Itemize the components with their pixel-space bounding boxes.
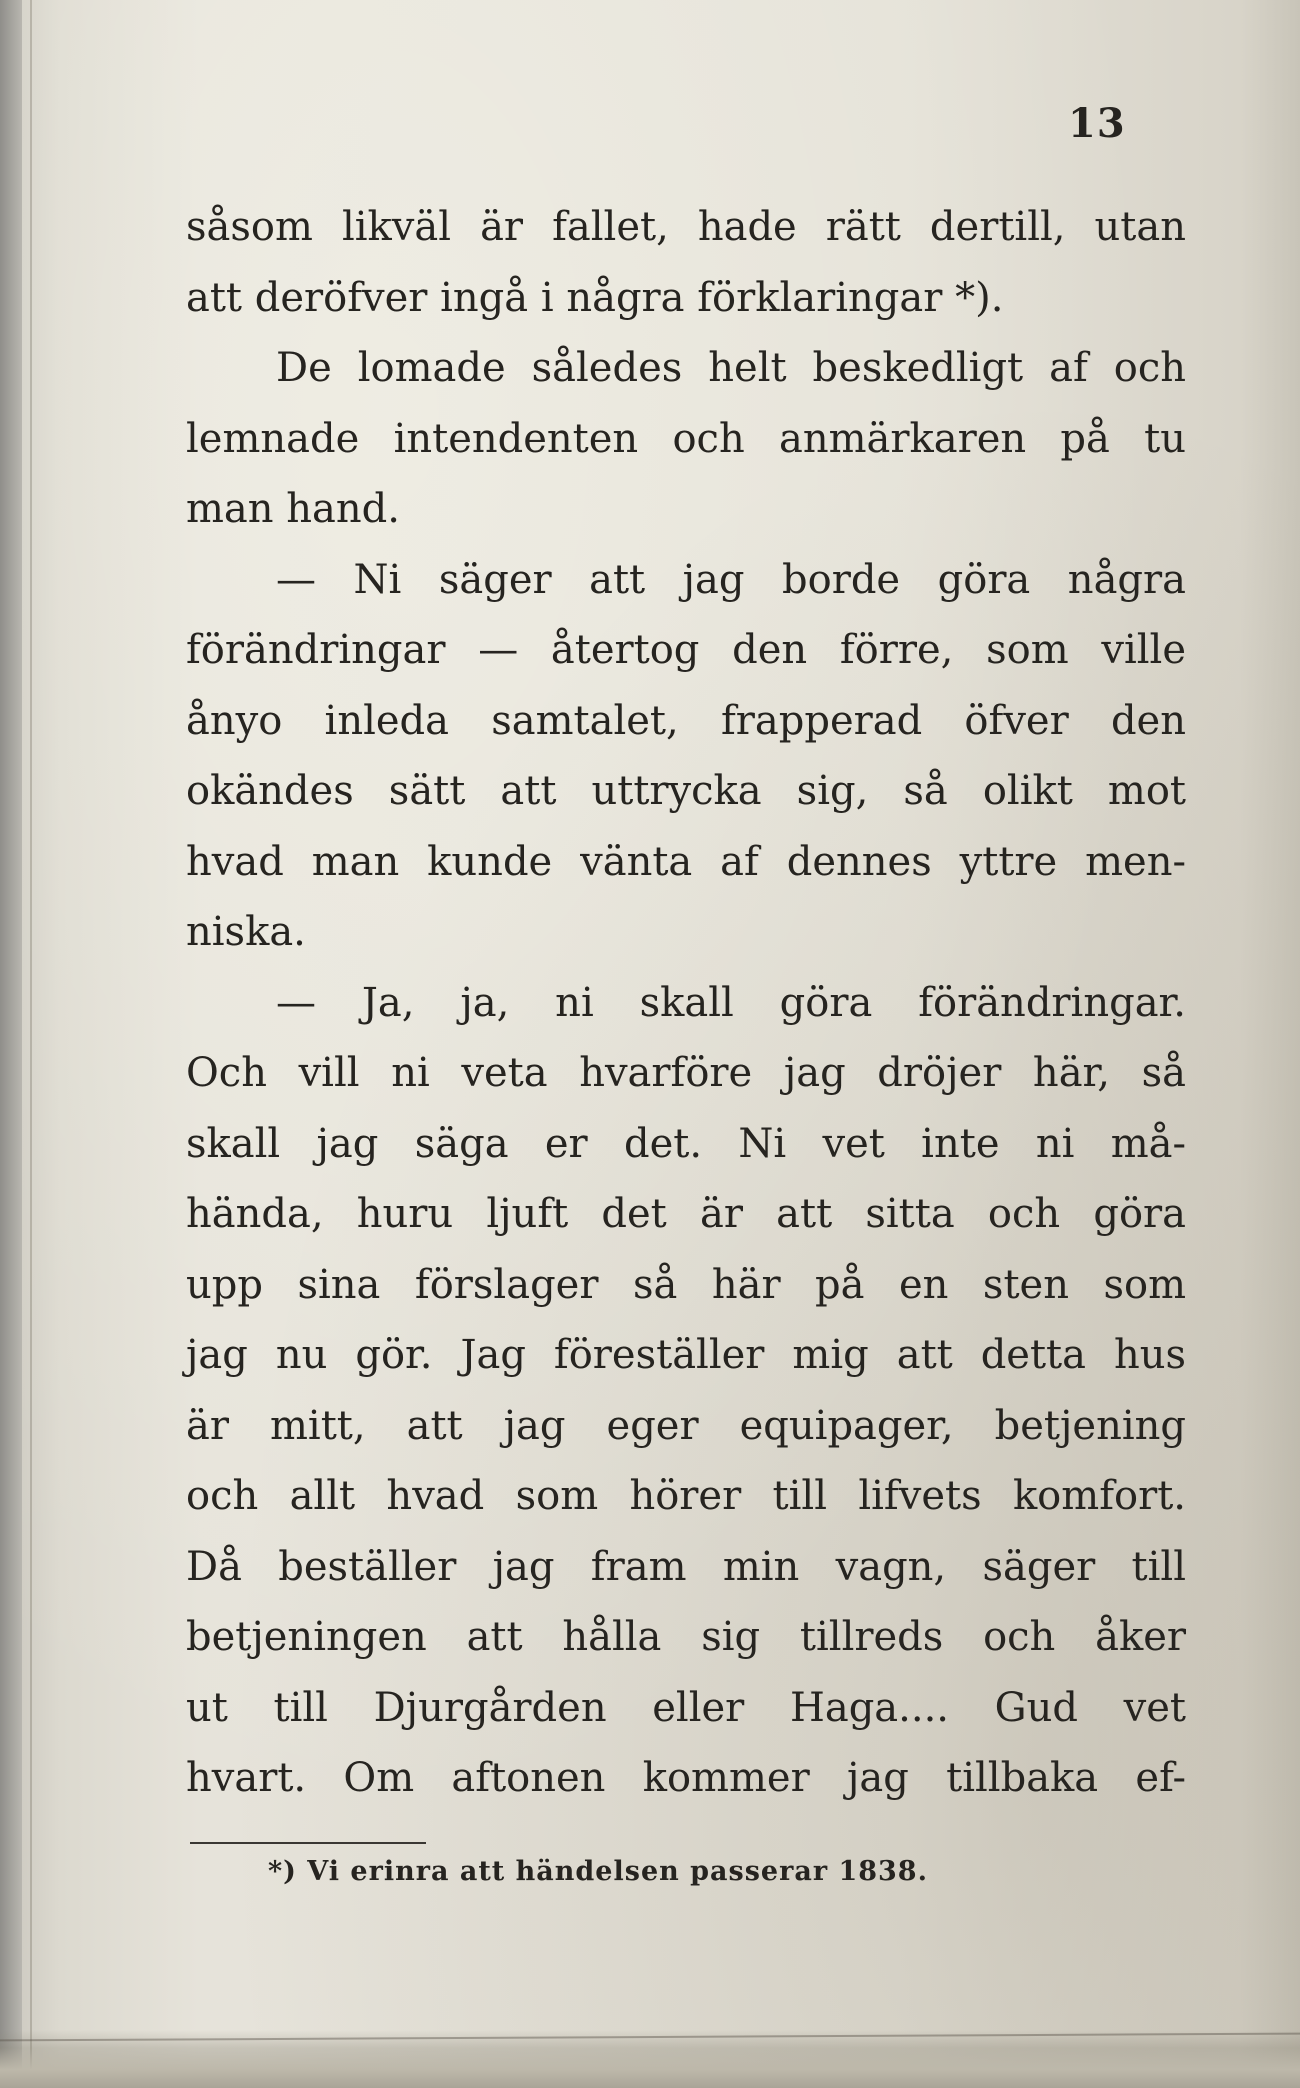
text-line: jag nu gör. Jag föreställer mig att detta hus	[186, 1332, 1186, 1378]
text-line: Och vill ni veta hvarföre jag dröjer här, så	[186, 1050, 1186, 1096]
page-number: 13	[1068, 100, 1126, 147]
text-line: ut till Djurgården eller Haga.... Gud vet	[186, 1684, 1186, 1731]
text-line: hvart. Om aftonen kommer jag tillbaka ef-	[186, 1755, 1186, 1801]
text-line: lemnade intendenten och anmärkaren på tu	[186, 415, 1186, 462]
binding-edge	[0, 0, 22, 2088]
text-line: ånyo inleda samtalet, frapperad öfver den	[186, 697, 1186, 744]
text-line: man hand.	[186, 486, 400, 532]
text-line: hända, huru ljuft det är att sitta och göra	[186, 1191, 1186, 1237]
text-line: såsom likväl är fallet, hade rätt dertill, utan	[186, 204, 1186, 250]
text-line: skall jag säga er det. Ni vet inte ni må-	[186, 1120, 1186, 1167]
text-line: De lomade således helt beskedligt af och	[276, 345, 1186, 391]
text-line: och allt hvad som hörer till lifvets komfort.	[186, 1473, 1186, 1519]
text-line: att deröfver ingå i några förklaringar *).	[186, 274, 1004, 321]
body-text	[186, 192, 1186, 1814]
footnote-rule	[190, 1842, 426, 1844]
text-line: okändes sätt att uttrycka sig, så olikt mot	[186, 768, 1186, 814]
footnote: *) Vi erinra att händelsen passerar 1838.	[268, 1856, 928, 1887]
text-line: niska.	[186, 909, 306, 955]
text-line: Då beställer jag fram min vagn, säger till	[186, 1543, 1186, 1590]
text-line: betjeningen att hålla sig tillreds och åker	[186, 1614, 1186, 1660]
text-line: hvad man kunde vänta af dennes yttre men-	[186, 838, 1186, 885]
text-line: — Ni säger att jag borde göra några	[276, 556, 1186, 603]
page-edge	[30, 0, 32, 2088]
text-line: — Ja, ja, ni skall göra förändringar.	[276, 979, 1186, 1026]
text-line: är mitt, att jag eger equipager, betjening	[186, 1402, 1186, 1449]
text-line: upp sina förslager så här på en sten som	[186, 1261, 1186, 1308]
text-line: förändringar — återtog den förre, som ville	[186, 627, 1186, 673]
